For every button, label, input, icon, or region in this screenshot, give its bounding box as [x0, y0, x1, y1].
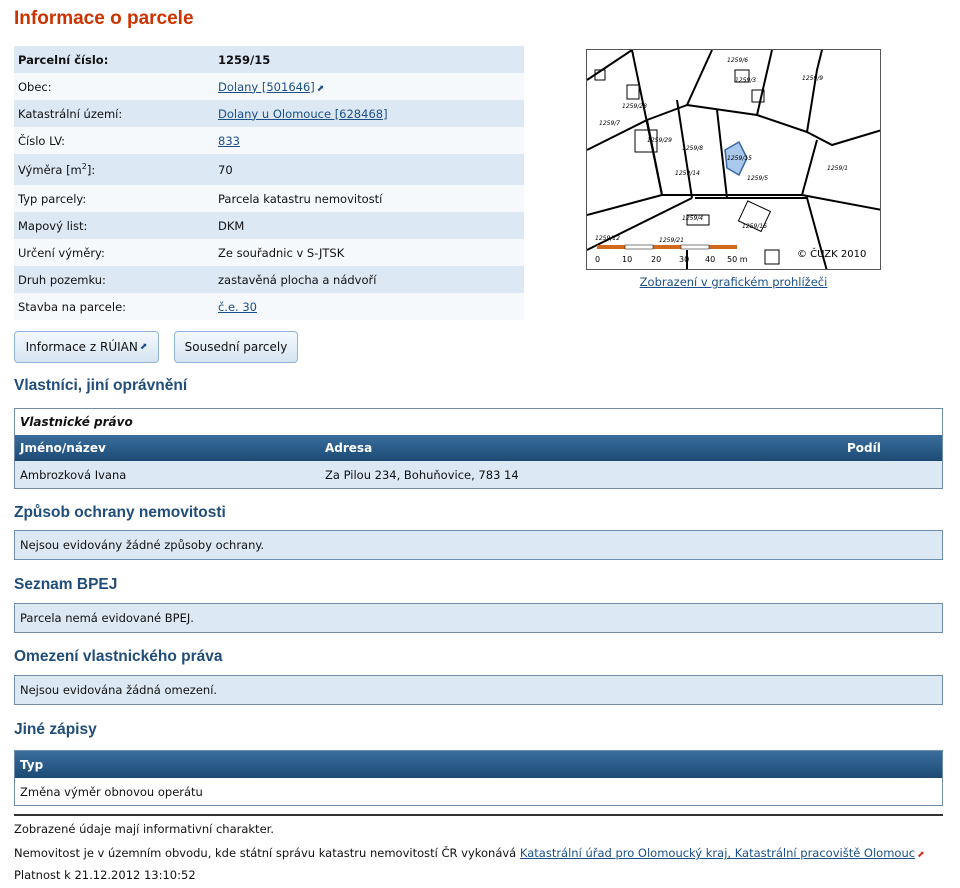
jurisdiction-text: Nemovitost je v územním obvodu, kde státní správu katastru nemovitostí ČR vykonává — [14, 846, 517, 860]
neighbor-parcels-label: Sousední parcely — [184, 340, 288, 354]
restrictions-text: Nejsou evidována žádná omezení. — [20, 683, 218, 697]
parcel-label: 1259/12 — [595, 235, 620, 242]
other-records-heading: Jiné zápisy — [14, 721, 97, 738]
info-value-link[interactable]: Dolany u Olomouce [628468] — [218, 106, 388, 121]
info-label: Stavba na parcele: — [18, 299, 127, 314]
column-share: Podíl — [847, 441, 881, 455]
protection-text: Nejsou evidovány žádné způsoby ochrany. — [20, 538, 265, 552]
protection-box — [14, 530, 943, 560]
info-row — [14, 127, 524, 154]
parcel-label: 1259/4 — [682, 215, 704, 222]
parcel-label: 1259/8 — [682, 145, 704, 152]
neighbor-parcels-button[interactable] — [174, 331, 298, 363]
owner-address: Za Pilou 234, Bohuňovice, 783 14 — [325, 467, 519, 482]
map-copyright: © ČÚZK 2010 — [797, 249, 867, 260]
owners-header-row — [15, 435, 942, 461]
info-value — [214, 127, 524, 154]
info-row — [14, 239, 524, 266]
column-address: Adresa — [325, 441, 373, 455]
footer-jurisdiction — [14, 846, 925, 860]
info-row — [14, 154, 524, 185]
info-value: DKM — [218, 218, 245, 233]
info-row — [14, 212, 524, 239]
table-row — [15, 461, 942, 488]
cadastral-office-link[interactable]: Katastrální úřad pro Olomoucký kraj, Katastrální pracoviště Olomouc — [519, 846, 916, 860]
info-label: Obec: — [18, 79, 52, 94]
parcel-label: 1259/16 — [742, 223, 767, 230]
info-value — [214, 73, 524, 100]
parcel-label: 1259/1 — [827, 165, 849, 172]
external-link-icon: ⬈ — [917, 850, 925, 860]
parcel-info-table — [14, 46, 524, 320]
parcel-label: 1259/3 — [735, 77, 757, 84]
owners-table — [14, 408, 943, 489]
info-label: Druh pozemku: — [18, 272, 106, 287]
restrictions-heading: Omezení vlastnického práva — [14, 648, 223, 665]
info-row — [14, 185, 524, 212]
parcel-label: 1259/14 — [675, 170, 700, 177]
parcel-label: 1259/29 — [647, 137, 672, 144]
info-row — [14, 46, 524, 73]
parcel-label: 1259/9 — [802, 75, 824, 82]
info-label: Katastrální území: — [18, 106, 123, 121]
divider — [14, 814, 943, 816]
map-drawing — [587, 50, 881, 270]
footer-note: Zobrazené údaje mají informativní charakter. — [14, 822, 274, 836]
info-value-link[interactable]: Dolany [501646] — [218, 79, 315, 94]
bpej-box — [14, 603, 943, 633]
parcel-label: 1259/21 — [659, 237, 684, 244]
column-type: Typ — [15, 751, 942, 778]
external-link-icon: ⬈ — [316, 83, 325, 94]
info-label: Výměra $[m^2]$: — [18, 162, 96, 177]
info-value-link[interactable]: č.e. 30 — [218, 299, 257, 314]
parcel-label: 1259/28 — [622, 103, 647, 110]
parcel-label: 1259/7 — [599, 120, 621, 127]
info-value: Ze souřadnic v S-JTSK — [218, 245, 345, 260]
table-row: Změna výměr obnovou operátu — [15, 778, 942, 805]
footer-validity: Platnost k 21.12.2012 13:10:52 — [14, 868, 196, 882]
scale-label: 30 — [679, 255, 690, 264]
bpej-text: Parcela nemá evidované BPEJ. — [20, 611, 194, 625]
cadastral-map[interactable] — [586, 49, 881, 270]
info-value — [214, 293, 524, 320]
scale-label: 40 — [705, 255, 716, 264]
ruian-button[interactable] — [14, 331, 159, 363]
info-label: Typ parcely: — [18, 191, 87, 206]
info-row — [14, 293, 524, 320]
info-label: Parcelní číslo: — [18, 52, 109, 67]
owners-heading: Vlastníci, jiní oprávnění — [14, 377, 188, 394]
owner-name: Ambrozková Ivana — [20, 467, 127, 482]
parcel-label: 1259/6 — [727, 57, 749, 64]
scale-label: 50 m — [727, 255, 748, 264]
page-title: Informace o parcele — [14, 8, 194, 29]
info-value: zastavěná plocha a nádvoří — [218, 272, 377, 287]
other-records-table — [14, 750, 943, 806]
info-value-link[interactable]: 833 — [218, 133, 240, 148]
info-value: Parcela katastru nemovitostí — [218, 191, 383, 206]
info-row — [14, 73, 524, 100]
info-value: 70 — [218, 162, 233, 177]
protection-heading: Způsob ochrany nemovitosti — [14, 504, 226, 521]
info-label: Mapový list: — [18, 218, 88, 233]
external-link-icon: ⬈ — [139, 342, 148, 352]
bpej-heading: Seznam BPEJ — [14, 576, 118, 593]
info-label: Číslo LV: — [18, 133, 66, 148]
scale-label: 10 — [622, 255, 633, 264]
info-row — [14, 100, 524, 127]
parcel-label: 1259/5 — [747, 175, 769, 182]
map-viewer-link[interactable]: Zobrazení v grafickém prohlížeči — [639, 275, 828, 289]
parcel-label: 1259/15 — [727, 155, 752, 162]
restrictions-box — [14, 675, 943, 705]
ownership-caption: Vlastnické právo — [15, 409, 942, 435]
scale-label: 0 — [595, 255, 601, 264]
ruian-button-label: Informace z RÚIAN — [25, 340, 138, 354]
info-row — [14, 266, 524, 293]
scale-label: 20 — [651, 255, 662, 264]
info-value: 1259/15 — [218, 52, 271, 67]
info-value — [214, 100, 524, 127]
info-label: Určení výměry: — [18, 245, 105, 260]
column-name: Jméno/název — [20, 441, 106, 455]
